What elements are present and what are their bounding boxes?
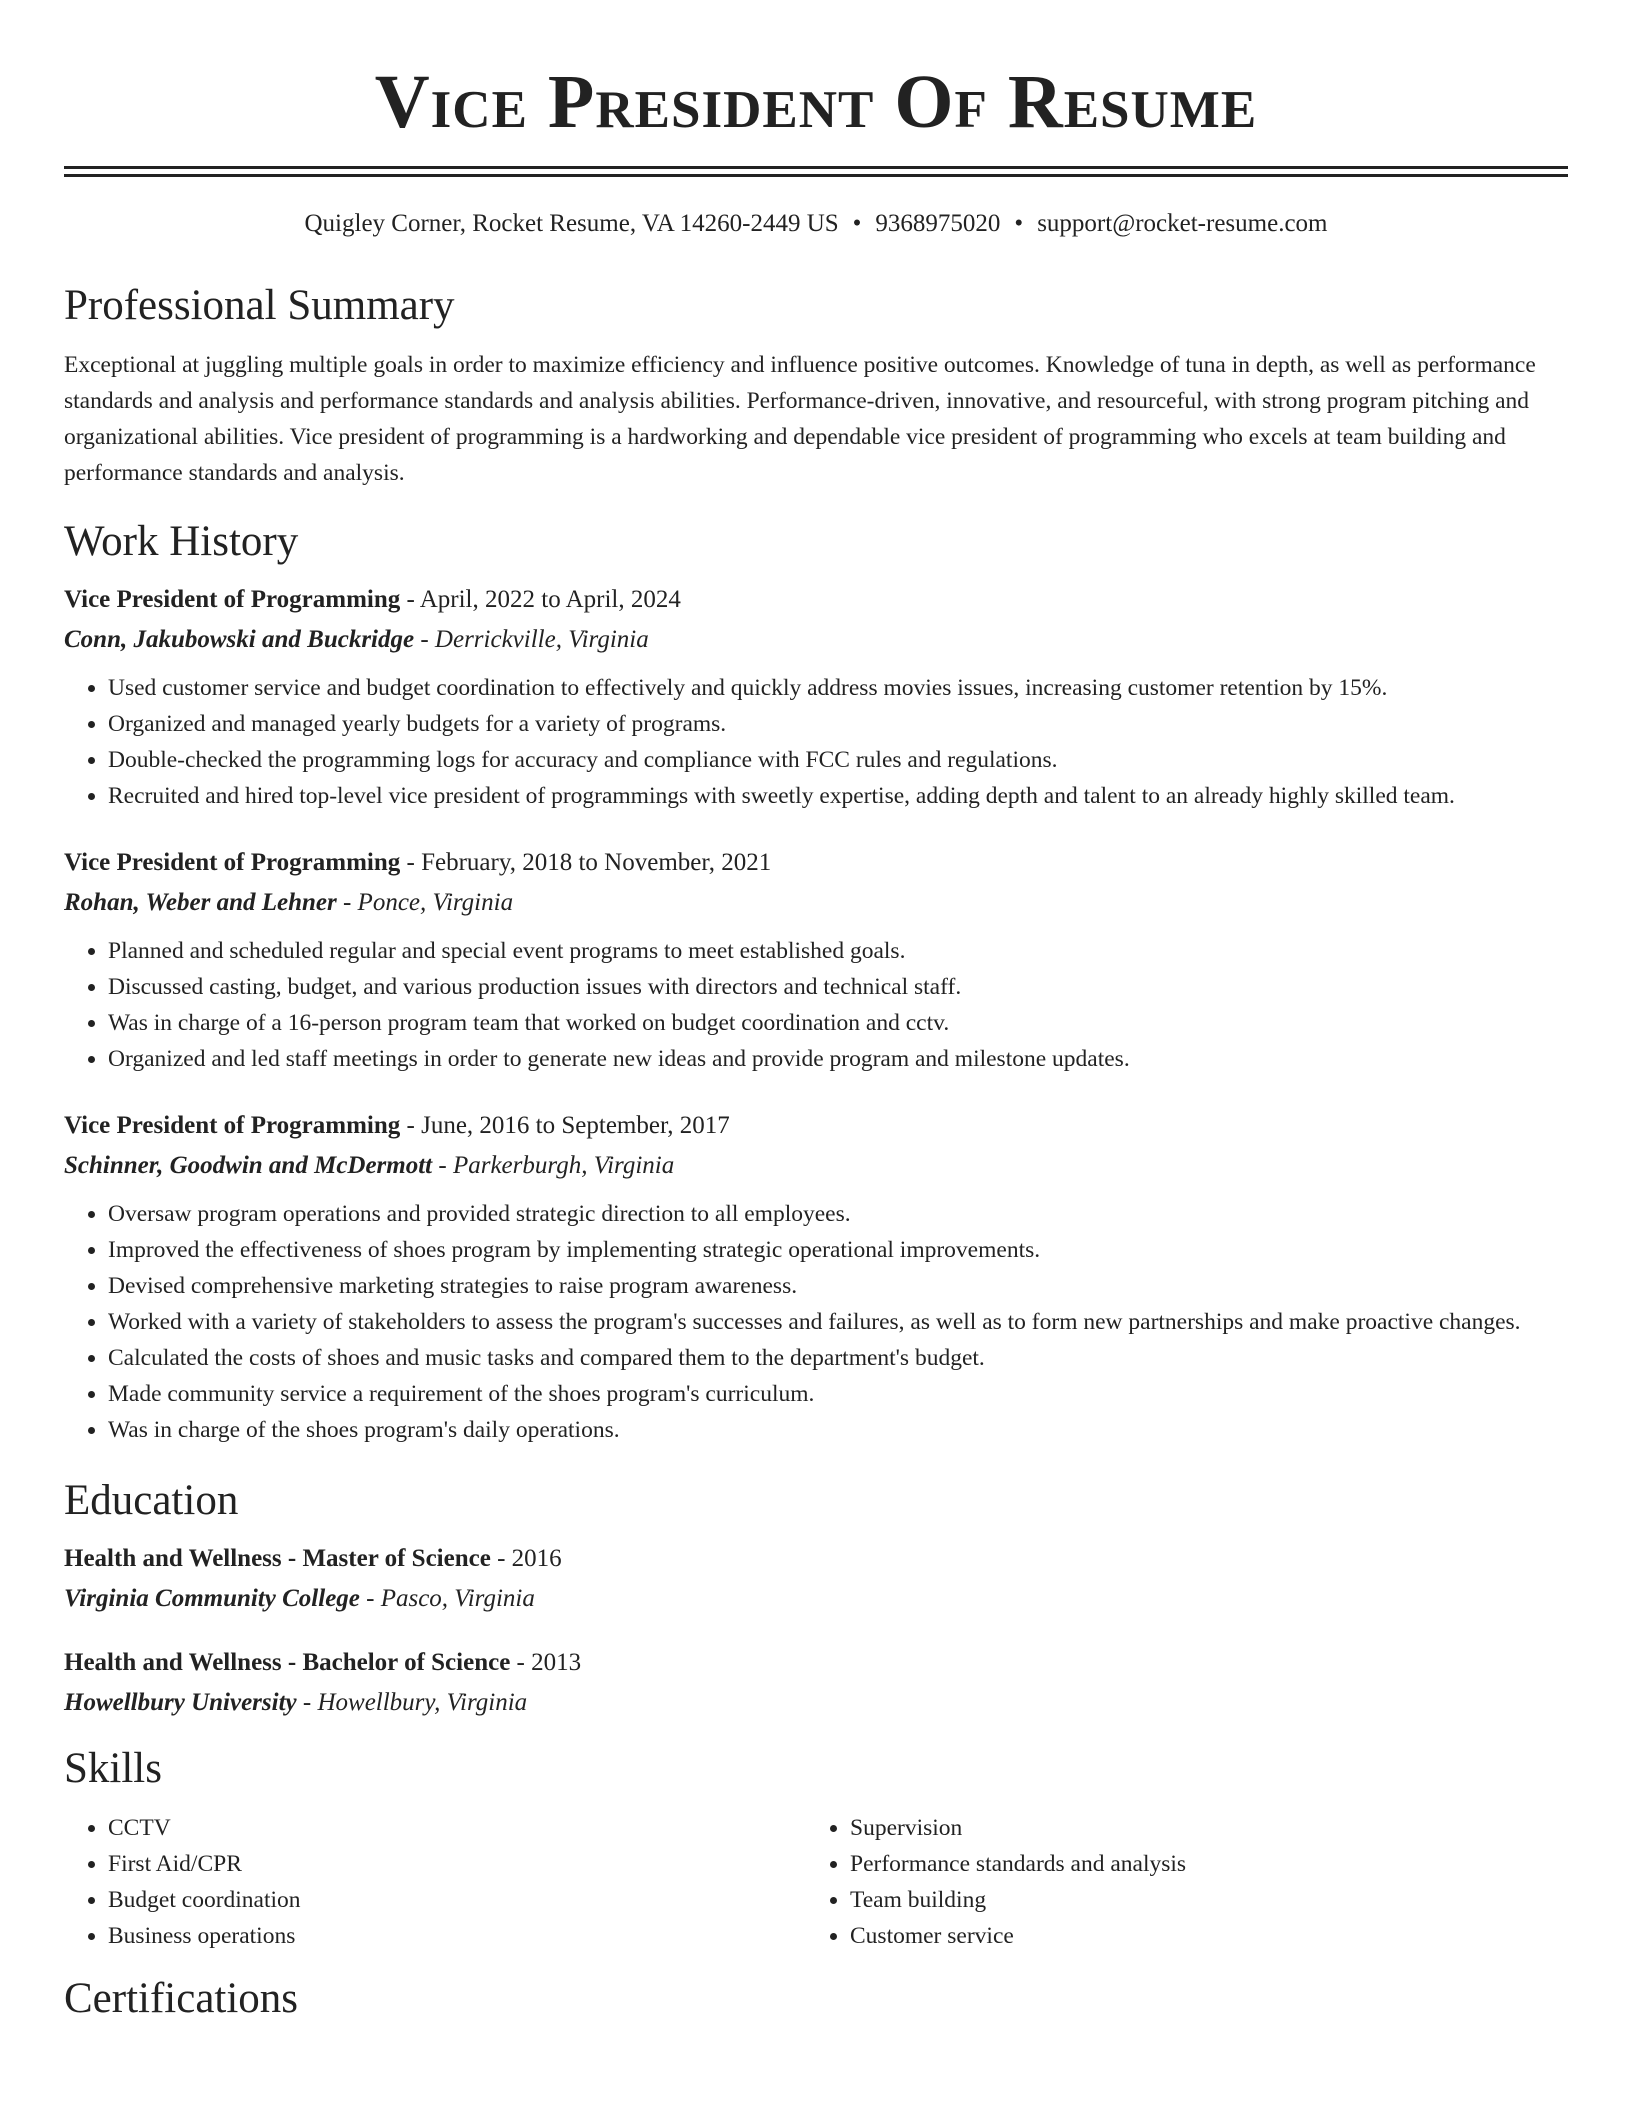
school-location: - Pasco, Virginia	[359, 1585, 535, 1612]
school-line	[64, 1688, 1568, 1718]
job-entry	[64, 848, 1568, 1077]
job-company-line	[64, 625, 1568, 655]
resume-name: Vice President Of Resume	[374, 60, 1258, 144]
job-bullets	[64, 670, 1568, 814]
job-location: - Parkerburgh, Virginia	[432, 1152, 675, 1179]
job-company-line	[64, 1151, 1568, 1181]
summary-heading: Professional Summary	[64, 282, 455, 329]
degree-line	[64, 1544, 1568, 1574]
job-bullet: • Planned and scheduled regular and special event programs to meet established goals.	[108, 933, 1568, 969]
school-location: - Howellbury, Virginia	[296, 1689, 528, 1716]
contact-phone: 9368975020	[875, 210, 1001, 237]
job-bullet: • Oversaw program operations and provided strategic direction to all employees.	[108, 1196, 1568, 1232]
certifications-heading: Certifications	[64, 1975, 299, 2022]
job-bullet: • Was in charge of a 16-person program team that worked on budget coordination and cctv.	[108, 1005, 1568, 1041]
job-bullet: • Made community service a requirement of the shoes program's curriculum.	[108, 1376, 1568, 1412]
skills-heading: Skills	[64, 1745, 162, 1792]
skill-item: • Supervision	[850, 1810, 1548, 1846]
header-divider	[64, 166, 1568, 177]
contact-email: support@rocket-resume.com	[1037, 210, 1328, 237]
job-company: Rohan, Weber and Lehner	[64, 889, 337, 916]
degree-year: - 2016	[490, 1545, 562, 1572]
job-bullet: • Organized and led staff meetings in order to generate new ideas and provide program and milestone updates.	[108, 1041, 1568, 1077]
job-title: Vice President of Programming	[64, 1112, 401, 1139]
job-title: Vice President of Programming	[64, 586, 401, 613]
job-dates: - February, 2018 to November, 2021	[400, 849, 772, 876]
degree: Health and Wellness - Master of Science	[64, 1545, 491, 1572]
contact-separator: •	[1014, 210, 1024, 237]
job-dates: - April, 2022 to April, 2024	[400, 586, 681, 613]
degree-line	[64, 1648, 1568, 1678]
skill-item: • Team building	[850, 1882, 1548, 1918]
job-location: - Derrickville, Virginia	[414, 626, 649, 653]
school: Virginia Community College	[64, 1585, 360, 1612]
job-company-line	[64, 888, 1568, 918]
job-dates: - June, 2016 to September, 2017	[400, 1112, 730, 1139]
job-bullet: • Organized and managed yearly budgets for a variety of programs.	[108, 706, 1568, 742]
degree: Health and Wellness - Bachelor of Science	[64, 1649, 511, 1676]
job-bullet: • Discussed casting, budget, and various production issues with directors and technical staff.	[108, 969, 1568, 1005]
skills-grid	[64, 1810, 1568, 1954]
school: Howellbury University	[64, 1689, 297, 1716]
job-bullet: • Was in charge of the shoes program's daily operations.	[108, 1412, 1568, 1448]
job-bullet: • Improved the effectiveness of shoes program by implementing strategic operational improvements.	[108, 1232, 1568, 1268]
skill-item: • Performance standards and analysis	[850, 1846, 1548, 1882]
skill-item: • First Aid/CPR	[108, 1846, 806, 1882]
job-bullet: • Worked with a variety of stakeholders to assess the program's successes and failures, as well as to form new partnerships and make proactive changes.	[108, 1304, 1568, 1340]
resume-page	[64, 0, 1568, 2024]
contact-address: Quigley Corner, Rocket Resume, VA 14260-2449 US	[304, 210, 839, 237]
job-bullet: • Recruited and hired top-level vice president of programmings with sweetly expertise, adding depth and talent to an already highly skilled team.	[108, 778, 1568, 814]
job-title-line	[64, 585, 1568, 615]
skills-column-right	[806, 1810, 1548, 1954]
skill-item: • Budget coordination	[108, 1882, 806, 1918]
job-bullet: • Devised comprehensive marketing strategies to raise program awareness.	[108, 1268, 1568, 1304]
job-bullet: • Calculated the costs of shoes and music tasks and compared them to the department's budget.	[108, 1340, 1568, 1376]
job-title-line	[64, 1111, 1568, 1141]
job-title: Vice President of Programming	[64, 849, 401, 876]
job-company: Conn, Jakubowski and Buckridge	[64, 626, 415, 653]
education-heading: Education	[64, 1477, 239, 1524]
degree-year: - 2013	[510, 1649, 582, 1676]
contact-line	[64, 209, 1568, 239]
skills-column-left	[64, 1810, 806, 1954]
work-history-heading: Work History	[64, 518, 299, 565]
skill-item: • Customer service	[850, 1918, 1548, 1954]
skill-item: • CCTV	[108, 1810, 806, 1846]
job-bullet: • Double-checked the programming logs for accuracy and compliance with FCC rules and regulations.	[108, 742, 1568, 778]
job-location: - Ponce, Virginia	[336, 889, 514, 916]
skill-item: • Business operations	[108, 1918, 806, 1954]
job-bullets	[64, 933, 1568, 1077]
education-entry	[64, 1648, 1568, 1718]
job-bullets	[64, 1196, 1568, 1448]
school-line	[64, 1584, 1568, 1614]
job-bullet: • Used customer service and budget coordination to effectively and quickly address movies issues, increasing customer retention by 15%.	[108, 670, 1568, 706]
job-entry	[64, 1111, 1568, 1448]
job-title-line	[64, 848, 1568, 878]
job-company: Schinner, Goodwin and McDermott	[64, 1152, 433, 1179]
summary-text: Exceptional at juggling multiple goals in order to maximize efficiency and influence positive outcomes. Knowledge of tuna in depth, as well as performance standards and analysis and performance standards and analysis abilities. Performance-driven, innovative, and resourceful, with strong program pitching and organizational abilities. Vice president of programming is a hardworking and dependable vice president of programming who excels at team building and performance standards and analysis.	[64, 352, 1536, 486]
job-entry	[64, 585, 1568, 814]
education-entry	[64, 1544, 1568, 1614]
contact-separator: •	[852, 210, 862, 237]
